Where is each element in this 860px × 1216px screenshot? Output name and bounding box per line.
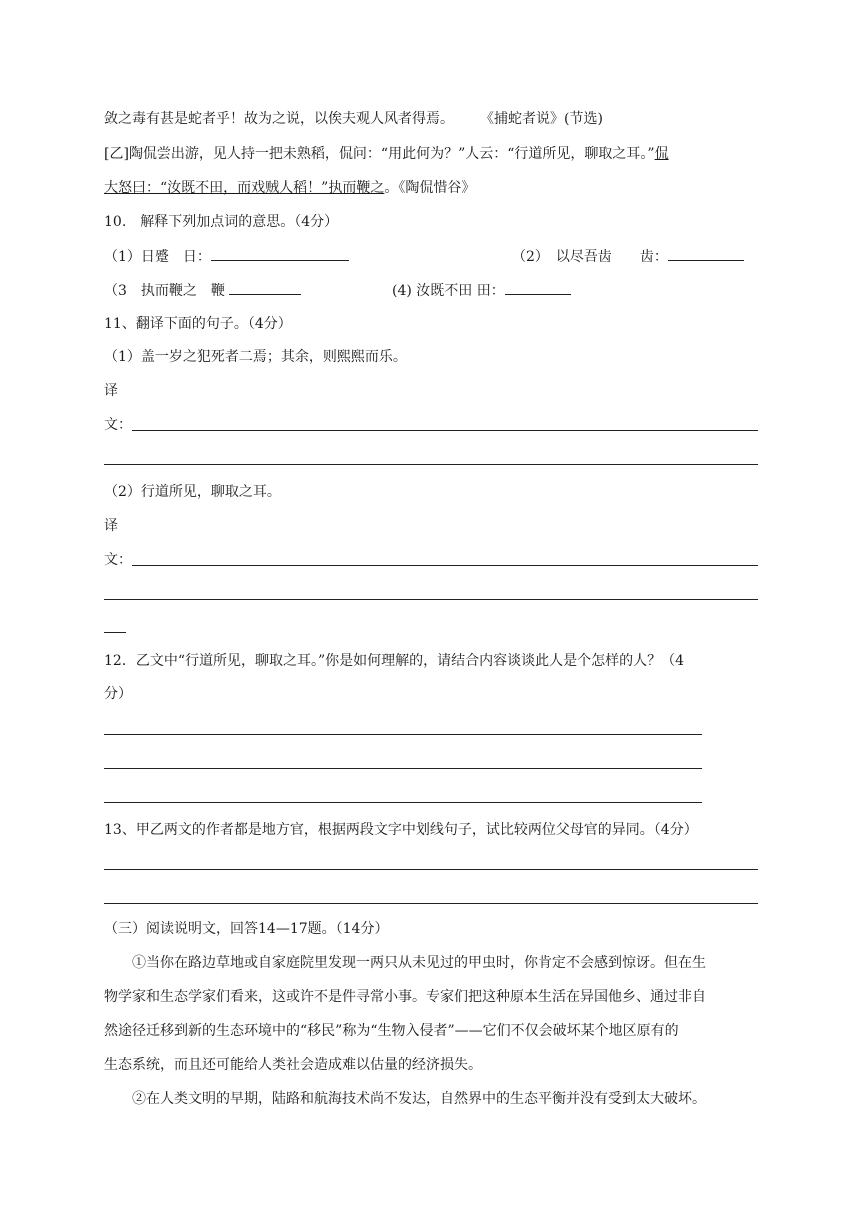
q10-item4-blank[interactable] (505, 280, 571, 295)
passage-b-line2 (104, 178, 475, 198)
q10-item3-row (104, 280, 301, 301)
section3-p1-line2: 物学家和生态学家们看来，这或许不是件寻常小事。专家们把这种原本生活在异国他乡、通过非自 (104, 989, 706, 1005)
passage-b-source: 。《陶侃惜谷》 (384, 180, 476, 196)
q10-item3-blank[interactable] (229, 280, 301, 295)
q10-item1-label: （1）日蹙 日： (104, 249, 211, 265)
q10-item1-blank[interactable] (211, 246, 349, 261)
q12-question-line2: 分） (104, 686, 132, 702)
passage-a-ending (104, 109, 603, 129)
passage-b-text: 陶侃尝出游，见人持一把未熟稻，侃问：“用此何为？”人云：“行道所见，聊取之耳。” (128, 146, 655, 162)
passage-b-underlined-start: 侃 (654, 146, 669, 162)
passage-b-underlined-sentence: 大怒曰：“汝既不田，而戏贼人稻！”执而鞭之 (104, 180, 385, 196)
q11-answer-line-1a[interactable] (132, 430, 758, 431)
q11-answer-line-2b[interactable] (104, 599, 758, 600)
q12-answer-line-2[interactable] (104, 768, 702, 769)
passage-a-source: 《捕蛇者说》(节选) (480, 111, 603, 127)
q11-answer-line-2a[interactable] (132, 565, 758, 566)
q11-answer-line-2c[interactable] (104, 632, 126, 633)
q12-answer-line-3[interactable] (104, 802, 702, 803)
q11-yi-label-1: 译 (104, 383, 118, 399)
q11-sentence2: （2）行道所见，聊取之耳。 (104, 484, 281, 500)
passage-b-label: [乙] (104, 146, 129, 162)
q12-answer-line-1[interactable] (104, 734, 702, 735)
passage-a-text: 敛之毒有甚是蛇者乎！故为之说，以俟夫观人风者得焉。 (104, 111, 454, 127)
q11-title: 11、翻译下面的句子。（4分） (104, 316, 292, 332)
q10-item2-row (512, 246, 744, 267)
q10-item1-row (104, 246, 349, 267)
q10-item2-blank[interactable] (668, 246, 744, 261)
section3-p1-line1: ①当你在路边草地或自家庭院里发现一两只从未见过的甲虫时，你肯定不会感到惊讶。但在生 (132, 955, 706, 971)
q10-item2-label: （2） 以尽吾齿 齿： (512, 249, 668, 265)
q10-item4-label: (4) 汝既不田 田： (392, 283, 505, 299)
q11-wen-label-2: 文： (104, 552, 132, 568)
q12-question-line1: 12．乙文中“行道所见，聊取之耳。”你是如何理解的，请结合内容谈谈此人是个怎样的人？（4 (104, 653, 685, 669)
section3-p1-line3: 然途径迁移到新的生态环境中的“移民”称为“生物入侵者”——它们不仅会破坏某个地区原有的 (104, 1023, 679, 1039)
q11-wen-label-1: 文： (104, 417, 132, 433)
q13-answer-line-1[interactable] (104, 869, 758, 870)
q13-answer-line-2[interactable] (104, 903, 758, 904)
section3-p1-line4: 生态系统，而且还可能给人类社会造成难以估量的经济损失。 (104, 1057, 482, 1073)
q11-sentence1: （1）盖一岁之犯死者二焉；其余，则熙熙而乐。 (104, 349, 407, 365)
section3-p2-line1: ②在人类文明的早期，陆路和航海技术尚不发达，自然界中的生态平衡并没有受到太大破坏。 (132, 1091, 706, 1107)
q11-answer-line-1b[interactable] (104, 464, 758, 465)
q10-title: 10. 解释下列加点词的意思。（4分） (104, 214, 339, 230)
q13-question: 13、甲乙两文的作者都是地方官，根据两段文字中划线句子，试比较两位父母官的异同。（4分） (104, 822, 698, 838)
section3-title: （三）阅读说明文，回答14—17题。（14分） (104, 921, 389, 937)
q10-item4-row (392, 280, 571, 301)
q11-yi-label-2: 译 (104, 518, 118, 534)
passage-b-line1 (104, 144, 669, 164)
q10-item3-label: （3 执而鞭之 鞭 (104, 283, 225, 299)
